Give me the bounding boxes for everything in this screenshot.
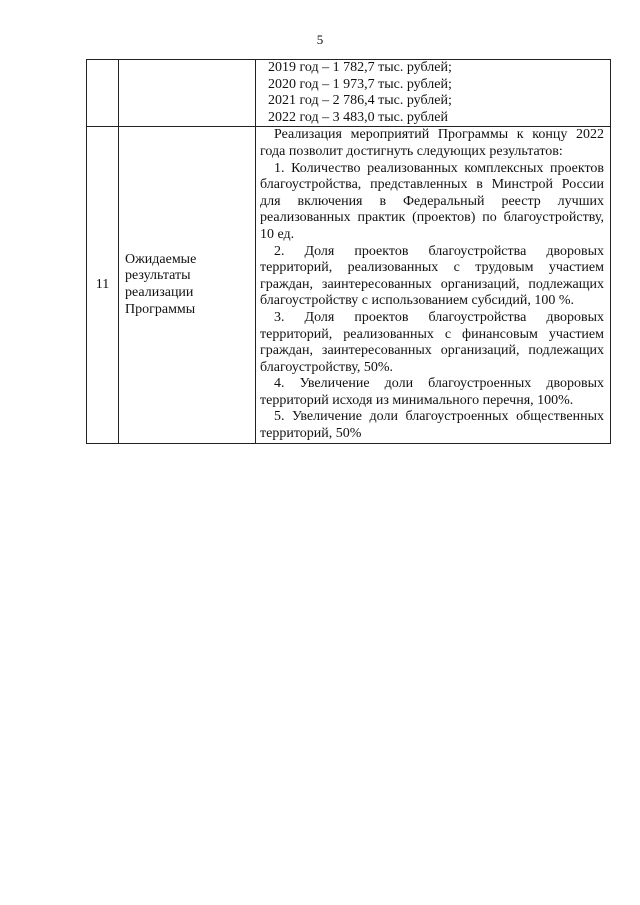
row-name-line: Ожидаемые xyxy=(125,251,197,267)
row-name-cell xyxy=(119,127,256,443)
funding-line-2022: 2022 год – 3 483,0 тыс. рублей xyxy=(268,109,448,125)
funding-line-2021: 2021 год – 2 786,4 тыс. рублей; xyxy=(268,93,452,109)
result-item-2: 2. Доля проектов благоустройства дворовых территорий, реализованных с трудовым участием граждан, заинтересованных организаций, подлежащих благоустройству с использованием субсидий, 100 %. xyxy=(260,243,604,309)
result-item-3: 3. Доля проектов благоустройства дворовых территорий, реализованных с финансовым участием граждан, заинтересованных организаций, подлежащих благоустройству, 50%. xyxy=(260,309,604,375)
table-row-funding xyxy=(87,60,611,127)
row-name-line: Программы xyxy=(125,301,196,317)
result-item-5: 5. Увеличение доли благоустроенных общественных территорий, 50% xyxy=(260,409,604,442)
result-item-1: 1. Количество реализованных комплексных проектов благоустройства, представленных в Минстрой России для включения в Федеральный реестр лучших реализованных практик (проектов) по благоустройству, 10 ед. xyxy=(260,160,604,242)
results-cell xyxy=(256,127,611,443)
table-row-expected-results xyxy=(87,127,611,443)
program-table xyxy=(86,59,611,444)
funding-cell xyxy=(256,60,611,127)
row-number-cell: 11 xyxy=(87,127,119,443)
row-name-line: реализации xyxy=(125,285,194,301)
row-number-cell xyxy=(87,60,119,127)
page-number: 5 xyxy=(316,32,324,47)
funding-line-2019: 2019 год – 1 782,7 тыс. рублей; xyxy=(268,60,452,75)
results-intro: Реализация мероприятий Программы к концу 2022 года позволит достигнуть следующих результатов: xyxy=(260,127,604,159)
result-item-4: 4. Увеличение доли благоустроенных дворовых территорий исходя из минимального перечня, 100%. xyxy=(260,376,604,408)
row-name-line: результаты xyxy=(125,268,191,284)
funding-line-2020: 2020 год – 1 973,7 тыс. рублей; xyxy=(268,76,452,92)
row-name-cell xyxy=(119,60,256,127)
